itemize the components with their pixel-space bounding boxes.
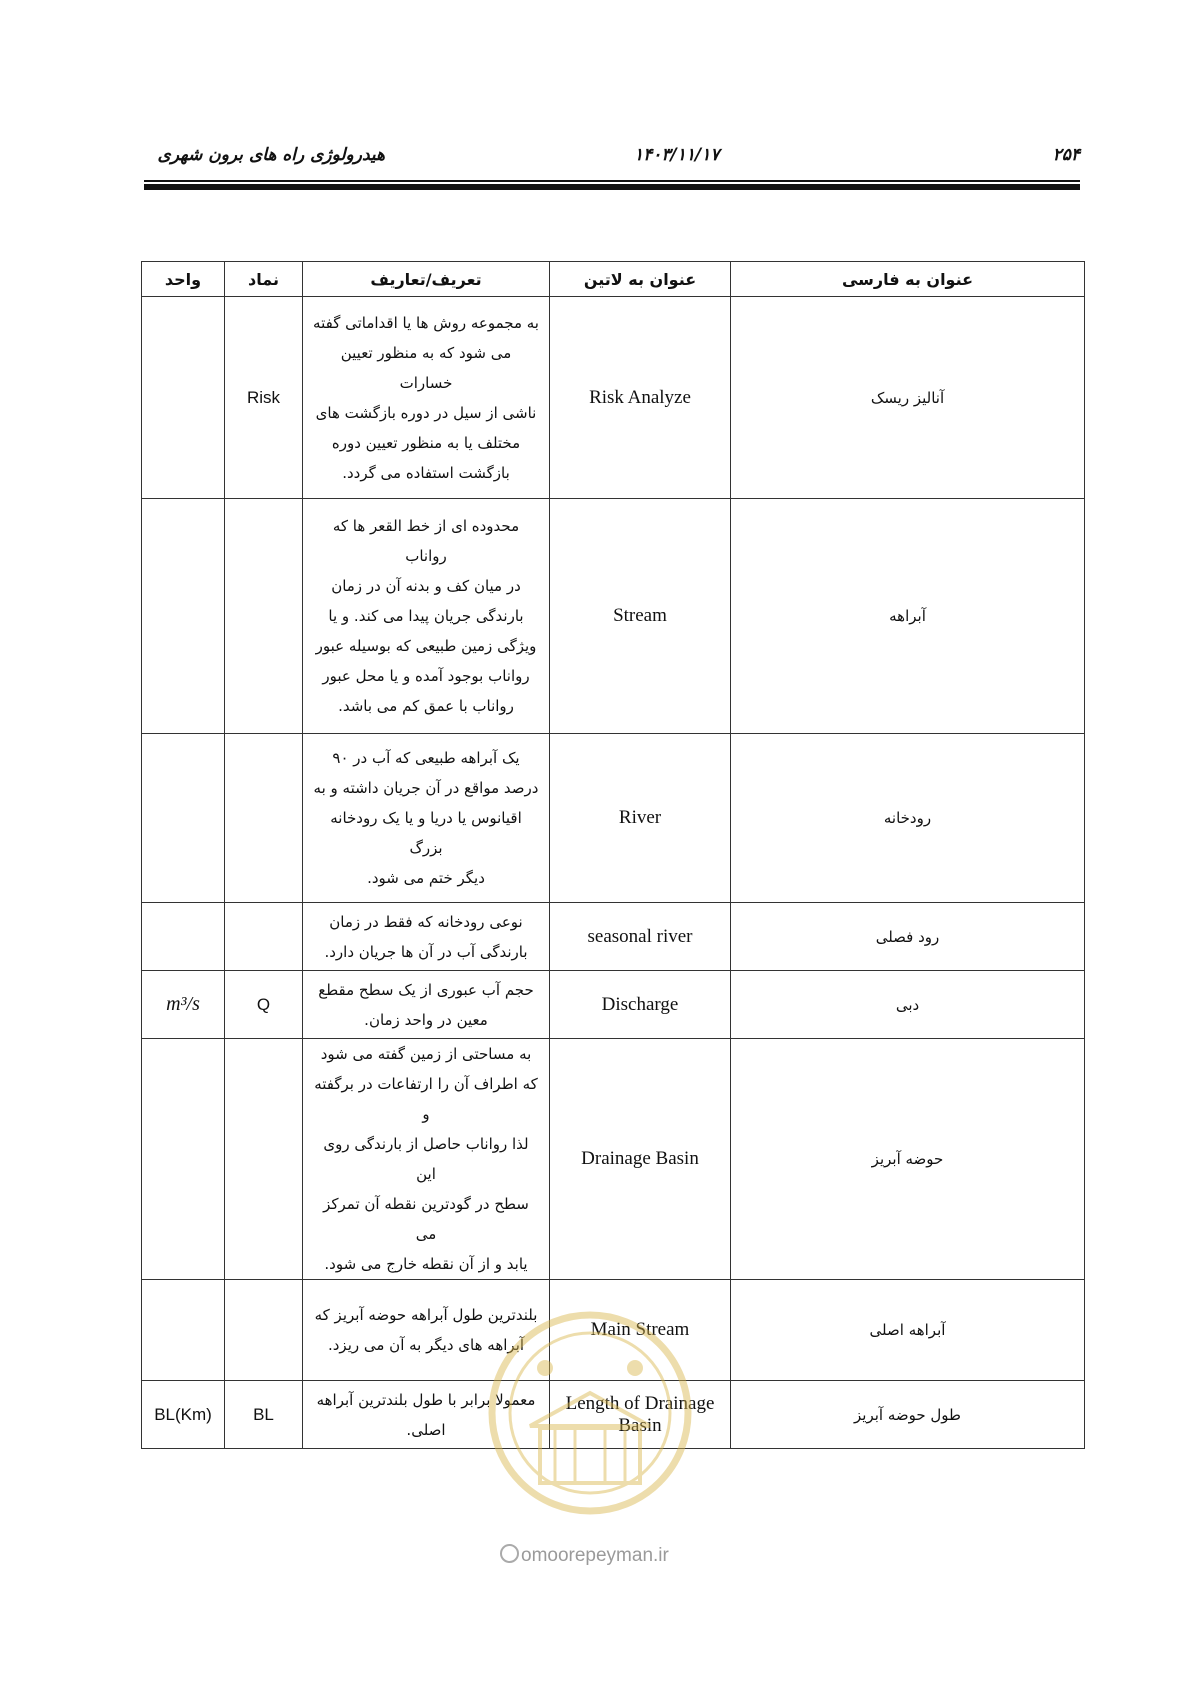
cell-symbol: Q	[225, 971, 303, 1039]
header-title: هیدرولوژی راه های برون شهری	[157, 145, 385, 165]
definition-line: سطح در گودترین نقطه آن تمرکز می	[323, 1195, 529, 1243]
table-row	[142, 1039, 1085, 1280]
col-header-persian: عنوان به فارسی	[731, 262, 1085, 297]
definition-line: حجم آب عبوری از یک سطح مقطع	[318, 980, 534, 999]
definition-line: دیگر ختم می شود.	[367, 869, 485, 887]
table-row	[142, 499, 1085, 734]
cell-definition	[303, 297, 550, 499]
cell-symbol	[225, 734, 303, 903]
cell-latin-title: River	[550, 734, 731, 903]
table-header-row	[142, 262, 1085, 297]
definition-line: درصد مواقع در آن جریان داشته و به	[313, 779, 539, 797]
definition-line: ناشی از سیل در دوره بازگشت های	[315, 403, 537, 422]
definition-line: مختلف یا به منظور تعیین دوره	[331, 433, 521, 452]
cell-persian-title: رود فصلی	[731, 903, 1085, 971]
cell-unit	[142, 1280, 225, 1381]
cell-symbol: BL	[225, 1381, 303, 1449]
cell-symbol	[225, 1280, 303, 1381]
definition-line: اصلی.	[406, 1420, 446, 1439]
header-date: ۱۴۰۳/۱۱/۱۷	[634, 145, 720, 165]
definition-line: محدوده ای از خط القعر ها که رواناب	[332, 517, 520, 565]
watermark-site	[500, 1544, 669, 1567]
definition-line: یابد و از آن نقطه خارج می شود.	[324, 1255, 528, 1273]
col-header-unit: واحد	[142, 262, 225, 297]
definition-line: که اطراف آن را ارتفاعات در برگفته و	[314, 1075, 538, 1123]
definition-line: رواناب با عمق کم می باشد.	[338, 697, 514, 715]
definition-line: ویژگی زمین طبیعی که بوسیله عبور	[315, 637, 537, 655]
cell-latin-title: Discharge	[550, 971, 731, 1039]
cell-persian-title: آنالیز ریسک	[731, 297, 1085, 499]
cell-definition	[303, 903, 550, 971]
definition-line: معمولا برابر با طول بلندترین آبراهه	[316, 1390, 536, 1409]
cell-unit: BL(Km)	[142, 1381, 225, 1449]
cell-latin-title: Stream	[550, 499, 731, 734]
cell-unit	[142, 734, 225, 903]
definition-line: بازگشت استفاده می گردد.	[342, 463, 510, 482]
col-header-latin: عنوان به لاتین	[550, 262, 731, 297]
definition-line: به مجموعه روش ها یا اقداماتی گفته	[313, 313, 539, 332]
cell-unit	[142, 903, 225, 971]
cell-unit	[142, 971, 225, 1039]
cell-persian-title: آبراهه اصلی	[731, 1280, 1085, 1381]
definition-line: به مساحتی از زمین گفته می شود	[320, 1045, 532, 1063]
definition-line: لذا رواناب حاصل از بارندگی روی این	[323, 1135, 529, 1183]
col-header-symbol: نماد	[225, 262, 303, 297]
definition-line: رواناب بوجود آمده و یا محل عبور	[322, 667, 530, 685]
page-header	[144, 143, 1080, 173]
cell-latin-title: Main Stream	[550, 1280, 731, 1381]
definition-line: اقیانوس یا دریا و یا یک رودخانه بزرگ	[330, 809, 522, 857]
cell-definition	[303, 734, 550, 903]
definition-line: بلندترین طول آبراهه حوضه آبریز که	[314, 1306, 538, 1324]
cell-latin-title: Drainage Basin	[550, 1039, 731, 1280]
definition-line: بارندگی جریان پیدا می کند. و یا	[328, 607, 524, 625]
cell-unit	[142, 1039, 225, 1280]
col-header-definition: تعریف/تعاریف	[303, 262, 550, 297]
cell-definition	[303, 499, 550, 734]
page-number: ۲۵۴	[1052, 145, 1080, 165]
table-row	[142, 903, 1085, 971]
definition-line: یک آبراهه طبیعی که آب در ۹۰	[332, 749, 520, 767]
table-row	[142, 971, 1085, 1039]
cell-unit	[142, 297, 225, 499]
cell-latin-title: Risk Analyze	[550, 297, 731, 499]
cell-persian-title: رودخانه	[731, 734, 1085, 903]
cell-persian-title: حوضه آبریز	[731, 1039, 1085, 1280]
seal-watermark	[485, 1308, 695, 1518]
header-rule-thick	[144, 184, 1080, 190]
header-rule-thin	[144, 180, 1080, 182]
cell-persian-title: آبراهه	[731, 499, 1085, 734]
cell-persian-title: دبی	[731, 971, 1085, 1039]
cell-symbol: Risk	[225, 297, 303, 499]
definition-line: نوعی رودخانه که فقط در زمان	[329, 912, 523, 931]
cell-unit	[142, 499, 225, 734]
definition-line: در میان کف و بدنه آن در زمان	[331, 577, 521, 595]
definition-line: معین در واحد زمان.	[364, 1010, 488, 1029]
table-row	[142, 734, 1085, 903]
definition-line: آبراهه های دیگر به آن می ریزد.	[327, 1336, 525, 1354]
cell-symbol	[225, 499, 303, 734]
cell-latin-title: seasonal river	[550, 903, 731, 971]
cell-latin-title: Length of Drainage Basin	[550, 1381, 731, 1449]
cell-definition	[303, 971, 550, 1039]
watermark-site-text: omoorepeyman.ir	[521, 1545, 669, 1566]
cell-symbol	[225, 903, 303, 971]
cell-persian-title: طول حوضه آبریز	[731, 1381, 1085, 1449]
definition-line: می شود که به منظور تعیین خسارات	[340, 343, 512, 392]
cell-definition	[303, 1039, 550, 1280]
terms-table	[141, 261, 1085, 1449]
at-icon	[500, 1544, 519, 1563]
unit-formula: m³/s	[166, 993, 200, 1015]
definition-line: بارندگی آب در آن ها جریان دارد.	[324, 942, 528, 961]
table-row	[142, 297, 1085, 499]
cell-symbol	[225, 1039, 303, 1280]
